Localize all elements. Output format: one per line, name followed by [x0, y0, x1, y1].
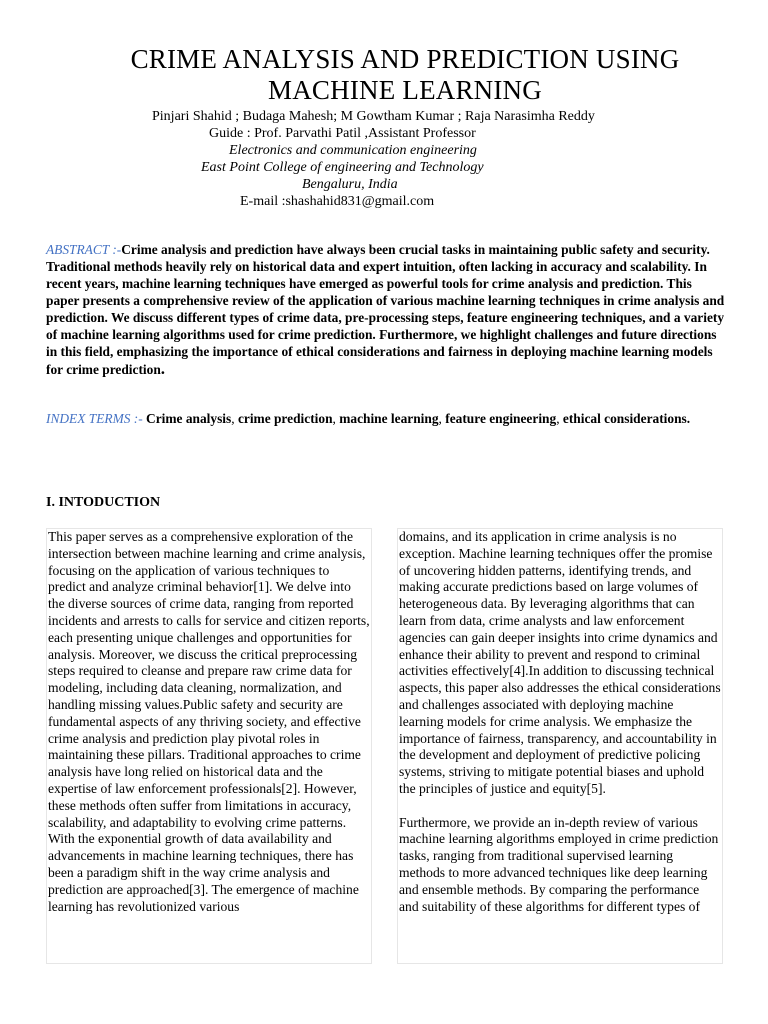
email: E-mail :shashahid831@gmail.com	[240, 194, 435, 209]
section-heading: I. INTODUCTION	[46, 495, 161, 510]
title-line-1: CRIME ANALYSIS AND PREDICTION USING	[130, 44, 680, 74]
abstract-label: ABSTRACT :-	[46, 242, 122, 257]
index-term: ethical considerations.	[562, 411, 691, 426]
abstract-text: Crime analysis and prediction have always been crucial tasks in maintaining public safety and security. Traditional methods heavily rely on historical data and expert intuition, often lacking in accuracy and scalability. In recent years, machine learning techniques have emerged as powerful tools for crime analysis and prediction. This paper presents a comprehensive review of the application of various machine learning techniques in crime analysis and prediction. We discuss different types of crime data, pre-processing steps, feature engineering techniques, and a variety of machine learning algorithms used for crime prediction. Furthermore, we highlight challenges and future directions in this field, emphasizing the importance of ethical considerations and fairness in deploying machine learning models for crime prediction	[46, 242, 725, 377]
index-terms: INDEX TERMS :- Crime analysis, crime prediction, machine learning, feature engineering, ethical considerations.	[46, 411, 691, 426]
abstract	[46, 241, 726, 378]
abstract-end-mark: .	[160, 359, 166, 378]
paper-title	[60, 44, 750, 106]
body-paragraph: Furthermore, we provide an in-depth review of various machine learning algorithms employed in crime prediction tasks, ranging from traditional supervised learning methods to more advanced techniques like deep learning and ensemble methods. By comparing the performance and suitability of these algorithms for different types of	[399, 814, 719, 914]
authors: Pinjari Shahid ; Budaga Mahesh; M Gowtham Kumar ; Raja Narasimha Reddy	[152, 109, 595, 124]
title-line-2: MACHINE LEARNING	[268, 75, 542, 105]
text-column-right	[397, 528, 723, 964]
location: Bengaluru, India	[302, 177, 398, 192]
index-term: crime prediction	[237, 411, 333, 426]
college: East Point College of engineering and Technology	[201, 160, 484, 175]
text-column-left	[46, 528, 372, 964]
department: Electronics and communication engineering	[229, 143, 477, 158]
guide: Guide : Prof. Parvathi Patil ,Assistant Professor	[209, 126, 476, 141]
index-term: Crime analysis	[146, 411, 232, 426]
index-terms-label: INDEX TERMS :-	[46, 411, 147, 426]
body-paragraph: This paper serves as a comprehensive exploration of the intersection between machine learning and crime analysis, focusing on the application of various techniques to predict and analyze criminal behavior[1]. We delve into the diverse sources of crime data, ranging from reported incidents and arrests to calls for service and citizen reports, each presenting unique challenges and opportunities for analysis. Moreover, we discuss the critical preprocessing steps required to cleanse and prepare raw crime data for modeling, including data cleaning, normalization, and handling missing values.Public safety and security are fundamental aspects of any thriving society, and effective crime analysis and prediction play pivotal roles in maintaining these pillars. Traditional approaches to crime analysis have long relied on historical data and the expertise of law enforcement professionals[2]. However, these methods often suffer from limitations in accuracy, scalability, and adaptability to evolving crime patterns. With the exponential growth of data availability and advancements in machine learning techniques, there has been a paradigm shift in the way crime analysis and prediction are approached[3]. The emergence of machine learning has revolutionized various	[48, 529, 370, 914]
body-paragraph: domains, and its application in crime analysis is no exception. Machine learning techniques offer the promise of uncovering hidden patterns, identifying trends, and making accurate predictions based on large volumes of heterogeneous data. By leveraging algorithms that can learn from data, crime analysts and law enforcement agencies can gain deeper insights into crime dynamics and enhance their ability to prevent and respond to criminal activities effectively[4].In addition to discussing technical aspects, this paper also addresses the ethical considerations and challenges associated with deploying machine learning models for crime analysis. We emphasize the importance of fairness, transparency, and accountability in the development and deployment of predictive policing systems, striving to mitigate potential biases and uphold the principles of justice and equity[5].	[399, 529, 721, 796]
index-term: machine learning	[339, 411, 439, 426]
index-term: feature engineering	[445, 411, 557, 426]
